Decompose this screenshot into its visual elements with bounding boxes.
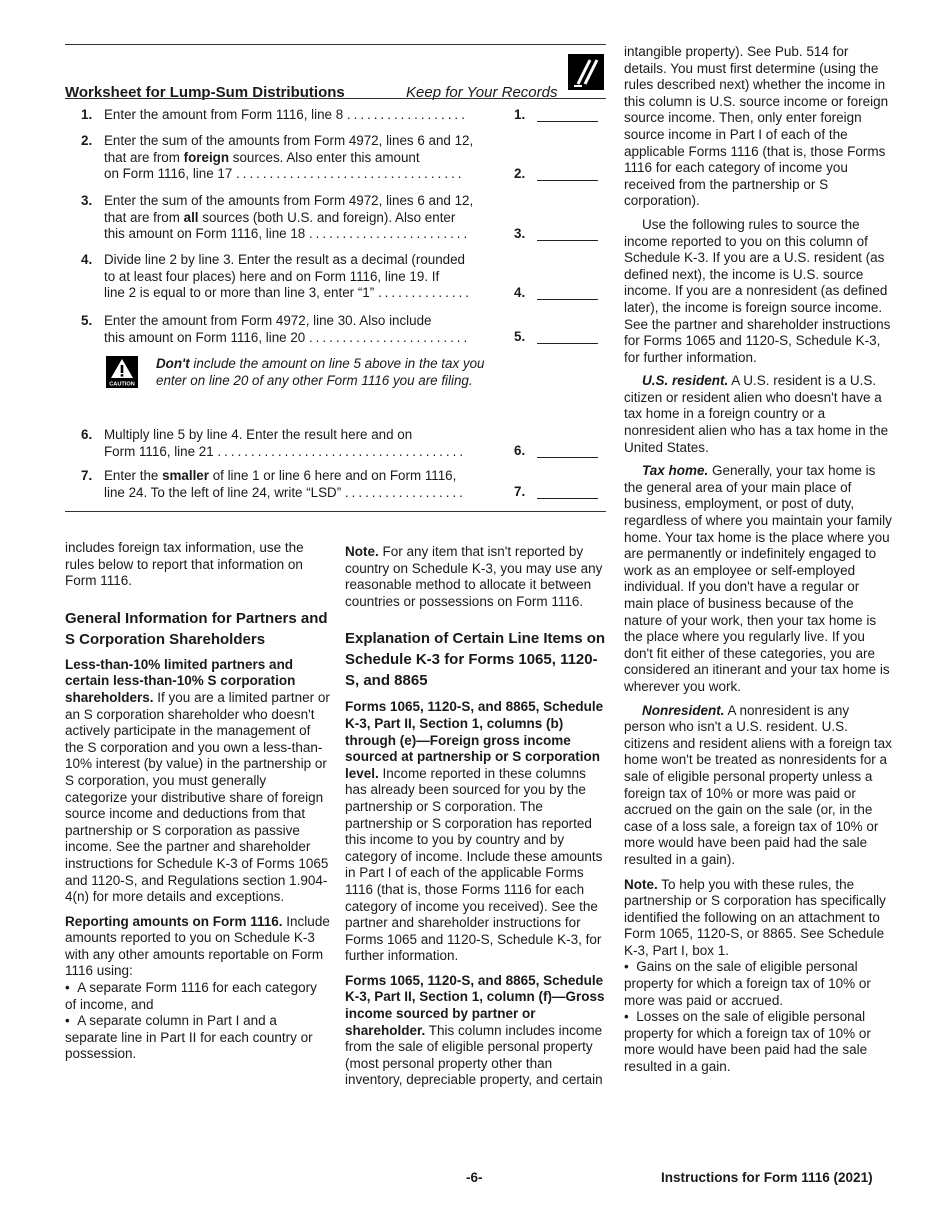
line-ref: 3. xyxy=(514,226,526,241)
footer-title: Instructions for Form 1116 (2021) xyxy=(661,1170,873,1185)
text-column-3 xyxy=(624,44,892,1076)
amount-entry-line[interactable] xyxy=(537,498,598,499)
line-text: this amount on Form 1116, line 20 xyxy=(104,329,306,345)
line-ref: 4. xyxy=(514,285,526,300)
line-text: Enter the amount from Form 1116, line 8 xyxy=(104,107,344,122)
document-page: Worksheet for Lump-Sum Distributions Keep for Your Records 1. Enter the amount from Form 1116, line 8 .................. 1. 2. Enter the sum of the amounts from Form 4972, lines 6 and 12, that are from foreign sources. Also enter this amount on Form 1116, line 17 .................................. 2. 3. Enter the sum of the amounts from Form 4972, lines 6 and 12, that are from all sources (both U.S. and foreign). Also enter this amount on Form 1116, line 18 ........................ 3. 4. Divide line 2 by line 3. Enter the result as a decimal (rounded to at least four places) here and on Form 1116, line 19. If line 2 is equal to or more than line 3, enter “1” .............. 4. 5. Enter the amount from Form 4972, line 30. Also include this amount on Form 1116, line 20 ........................ 5. CAUTION Don't include the amount on line 5 above in the tax you enter on line 20 of any other Form 1116 you are filing. 6. Multiply line 5 by line 4. Enter the result here and on Form 1116, line 21 ..................................... 6. 7. Enter the smaller of line 1 or line 6 here and on Form 1116, line 24. To the left of line 24, write “LSD” .................. 7. includes foreign tax information, use the rules below to report that information on Form 1116. General Information for Partners and S Corporation Shareholders Less-than-10% limited partners and certain less-than-10% S corporation shareholders. If you are a limited partner or an S corporation shareholder who doesn't actively participate in the management of the S corporation and you own a less-than-10% interest (by value) in the partnership or S corporation, you must generally categorize your distributive share of foreign source income and deductions from that partnership or S corporation as passive income. See the partner and shareholder instructions for Schedule K-3 of Forms 1065 and 1120-S, and Regulations section 1.904-4(n) for more details and exceptions. Reporting amounts on Form 1116. Include amounts reported to you on Schedule K-3 with any other amounts reportable on Form 1116 using: • A separate Form 1116 for each category of income, and • A separate column in Part I and a separate line in Part II for each country or possession. Note. For any item that isn't reported by country on Schedule K-3, you may use any reasonable method to allocate it between countries or possessions on Form 1116. Explanation of Certain Line Items on Schedule K-3 for Forms 1065, 1120-S, and 8865 Forms 1065, 1120-S, and 8865, Schedule K-3, Part II, Section 1, columns (b) through (e)—Foreign gross income sourced at partnership or S corporation level. Income reported in these columns has already been sourced for you by the partnership or S corporation. The partnership or S corporation has reported this income to you by country and by category of income. Include these amounts in Part I of each of the applicable Forms 1116 (that is, those Forms 1116 for each category of income you received). See the partner and shareholder instructions for Forms 1065 and 1120-S, Schedule K-3, for further information. Forms 1065, 1120-S, and 8865, Schedule K-3, Part II, Section 1, column (f)—Gross income sourced by partner or shareholder. This column includes income from the sale of eligible personal property (most personal property other than inventory, depreciable property, and certain intangible property). See Pub. 514 for details. You must first determine (using the rules described next) whether the income in this column is U.S. source income or foreign source income. Then, only enter foreign source income in Part I of each of the applicable Forms 1116 (that is, those Forms 1116 for each category of income you received from the partnership or S corporation). Use the following rules to source the income reported to you on this column of Schedule K-3. If you are a U.S. resident (as defined next), the income is U.S. source income. If you are a nonresident (as defined later), the income is foreign source income. See the partner and shareholder instructions for Forms 1065 and 1120-S, Schedule K-3, for further information. U.S. resident. A U.S. resident is a U.S. citizen or resident alien who doesn't have a tax home in a foreign country or a nonresident alien who has a tax home in the United States. Tax home. Generally, your tax home is the general area of your main place of business, employment, or post of duty, regardless of where you maintain your family home. Your tax home is the place where you are permanently or indefinitely engaged to work as an employee or self-employed individual. If you don't have a regular or main place of business because of the nature of your work, then your tax home is the place where you regularly live. If you don't fit either of these categories, you are considered an itinerant and your tax home is wherever you work. Nonresident. A nonresident is any person who isn't a U.S. resident. U.S. citizens and resident aliens with a foreign tax home won't be treated as nonresidents for a sale of eligible personal property unless a foreign tax of 10% or more was paid or accrued on the gain on the sale (or, in the case of a loss sale, a foreign tax of 10% or more would have been paid had the sale resulted in a gain). Note. To help you with these rules, the partnership or S corporation has specifically identified the following on an attachment to Form 1065, 1120-S, or 8865. See Schedule K-3, Part I, box 1. • Gains on the sale of eligible personal property for which a foreign tax of 10% or more was paid or accrued. • Losses on the sale of eligible personal property for which a foreign tax of 10% or more would have been paid had the sale resulted in a gain. -6- Instructions for Form 1116 (2021) xyxy=(65,44,892,1185)
pencil-icon xyxy=(568,54,604,90)
keep-records-label: Keep for Your Records xyxy=(406,84,558,101)
paragraph: Forms 1065, 1120-S, and 8865, Schedule K-3, Part II, Section 1, column (f)—Gross income sourced by partner or shareholder. This column includes income from the sale of eligible personal property (most personal property other than inventory, depreciable property, and certain xyxy=(345,972,605,1088)
paragraph: Reporting amounts on Form 1116. Include amounts reported to you on Schedule K-3 with any other amounts reportable on Form 1116 using: xyxy=(65,913,330,979)
caution-text: Don't include the amount on line 5 above in the tax you enter on line 20 of any other Form 1116 you are filing. xyxy=(156,356,485,388)
line-text: Divide line 2 by line 3. Enter the result as a decimal (rounded xyxy=(104,252,465,267)
line-text: that are from all sources (both U.S. and foreign). Also enter xyxy=(104,209,456,225)
paragraph: Nonresident. A nonresident is any person who isn't a U.S. resident. U.S. citizens and resident aliens with a foreign tax home won't be treated as nonresidents for a sale of eligible personal property unless a foreign tax of 10% or more was paid or accrued on the gain on the sale (or, in the case of a loss sale, a foreign tax of 10% or more would have been paid had the sale resulted in a gain). xyxy=(624,702,892,867)
bullet-item: • Losses on the sale of eligible personal property for which a foreign tax of 10% or more would have been paid had the sale resulted in a gain. xyxy=(624,1009,871,1075)
worksheet-header xyxy=(65,54,606,102)
amount-entry-line[interactable] xyxy=(537,240,598,241)
line-ref: 7. xyxy=(514,484,526,499)
line-ref: 1. xyxy=(514,107,526,122)
line-text: to at least four places) here and on Form 1116, line 19. If xyxy=(104,268,440,284)
divider xyxy=(65,44,606,45)
line-number: 1. xyxy=(81,107,93,122)
line-text: this amount on Form 1116, line 18 xyxy=(104,226,306,242)
caution-icon xyxy=(106,356,138,388)
text-column-2 xyxy=(345,544,610,1089)
amount-entry-line[interactable] xyxy=(537,299,598,300)
line-ref: 2. xyxy=(514,166,526,181)
line-number: 4. xyxy=(81,252,93,267)
line-text: line 24. To the left of line 24, write “LSD” xyxy=(104,484,342,500)
line-text: that are from foreign sources. Also enter this amount xyxy=(104,149,420,165)
worksheet-title: Worksheet for Lump-Sum Distributions xyxy=(65,84,345,101)
bullet-item: • A separate Form 1116 for each category of income, and xyxy=(65,980,317,1012)
caution-label: CAUTION xyxy=(109,381,135,388)
divider xyxy=(65,98,606,99)
line-number: 5. xyxy=(81,313,93,328)
paragraph: intangible property). See Pub. 514 for details. You must first determine (using the rules described next) whether the income in this column is U.S. source income or foreign source income. Then, only enter foreign source income in Part I of each of the applicable Forms 1116 (that is, those Forms 1116 for each category of income you received from the partnership or S corporation). xyxy=(624,44,889,209)
line-text: line 2 is equal to or more than line 3, enter “1” xyxy=(104,285,375,301)
line-ref: 6. xyxy=(514,443,526,458)
section-heading: Explanation of Certain Line Items on Schedule K-3 for Forms 1065, 1120-S, and 8865 xyxy=(345,630,606,690)
note: Note. For any item that isn't reported by country on Schedule K-3, you may use any reasonable method to allocate it between countries or possessions on Form 1116. xyxy=(345,544,603,609)
amount-entry-line[interactable] xyxy=(537,121,598,122)
line-text: Enter the smaller of line 1 or line 6 here and on Form 1116, xyxy=(104,468,457,483)
line-number: 6. xyxy=(81,427,93,442)
line-text: Multiply line 5 by line 4. Enter the result here and on xyxy=(104,427,413,442)
paragraph: Use the following rules to source the income reported to you on this column of Schedule K-3. If you are a U.S. resident (as defined next), the income is U.S. source income. If you are a nonresident (as defined later), the income is foreign source income. See the partner and shareholder instructions for Forms 1065 and 1120-S, Schedule K-3, for further information. xyxy=(624,216,891,365)
line-number: 3. xyxy=(81,193,93,208)
note: Note. To help you with these rules, the partnership or S corporation has specifically identified the following on an attachment to Form 1065, 1120-S, or 8865. See Schedule K-3, Part I, box 1. xyxy=(624,876,886,958)
paragraph: U.S. resident. A U.S. resident is a U.S. citizen or resident alien who doesn't have a tax home in a foreign country or a nonresident alien who has a tax home in the United States. xyxy=(624,373,889,455)
paragraph: Forms 1065, 1120-S, and 8865, Schedule K-3, Part II, Section 1, columns (b) through (e)—Foreign gross income sourced at partnership or S corporation level. Income reported in these columns has already been sourced for you by the partnership or S corporation. The partnership or S corporation has reported this income to you by country and by category of income. Include these amounts in Part I of each of the applicable Forms 1116 (that is, those Forms 1116 for each category of income you received). See the partner and shareholder instructions for Forms 1065 and 1120-S, Schedule K-3, for further information. xyxy=(345,699,604,964)
paragraph: Less-than-10% limited partners and certain less-than-10% S corporation shareholders. If you are a limited partner or an S corporation shareholder who doesn't actively participate in the management of the S corporation and you own a less-than-10% interest (by value) in the partnership or S corporation, you must generally categorize your distributive share of foreign source income and deductions from that partnership or S corporation as passive income. See the partner and shareholder instructions for Schedule K-3 of Forms 1065 and 1120-S, and Regulations section 1.904-4(n) for more details and exceptions. xyxy=(65,656,330,905)
text-column-1 xyxy=(65,540,330,1063)
amount-entry-line[interactable] xyxy=(537,343,598,344)
paragraph: Tax home. Generally, your tax home is the general area of your main place of business, employment, or post of duty, regardless of where you maintain your family home. Your tax home is the place where you are permanently or indefinitely engaged to work as an employee or self-employed individual. If you don't have a regular or main place of business because of the nature of your work, then your tax home is the place where you regularly live. If you don't fit either of these categories, you are considered an itinerant and your tax home is wherever you work. xyxy=(624,463,892,694)
line-text: Enter the sum of the amounts from Form 4972, lines 6 and 12, xyxy=(104,133,474,148)
page-number: -6- xyxy=(466,1170,483,1185)
bullet-item: • A separate column in Part I and a separate line in Part II for each country or possession. xyxy=(65,1013,313,1062)
paragraph: includes foreign tax information, use the rules below to report that information on Form 1116. xyxy=(65,540,304,589)
line-text: Form 1116, line 21 xyxy=(104,443,214,459)
section-heading: General Information for Partners and S Corporation Shareholders xyxy=(65,609,328,648)
line-number: 2. xyxy=(81,133,93,148)
amount-entry-line[interactable] xyxy=(537,457,598,458)
line-text: on Form 1116, line 17 xyxy=(104,166,233,182)
divider xyxy=(65,511,606,512)
bullet-item: • Gains on the sale of eligible personal property for which a foreign tax of 10% or more was paid or accrued. xyxy=(624,959,871,1008)
line-text: Enter the sum of the amounts from Form 4972, lines 6 and 12, xyxy=(104,193,474,208)
line-text: Enter the amount from Form 4972, line 30. Also include xyxy=(104,313,432,328)
line-ref: 5. xyxy=(514,329,526,344)
amount-entry-line[interactable] xyxy=(537,180,598,181)
caution-note xyxy=(106,356,516,408)
line-number: 7. xyxy=(81,468,93,483)
